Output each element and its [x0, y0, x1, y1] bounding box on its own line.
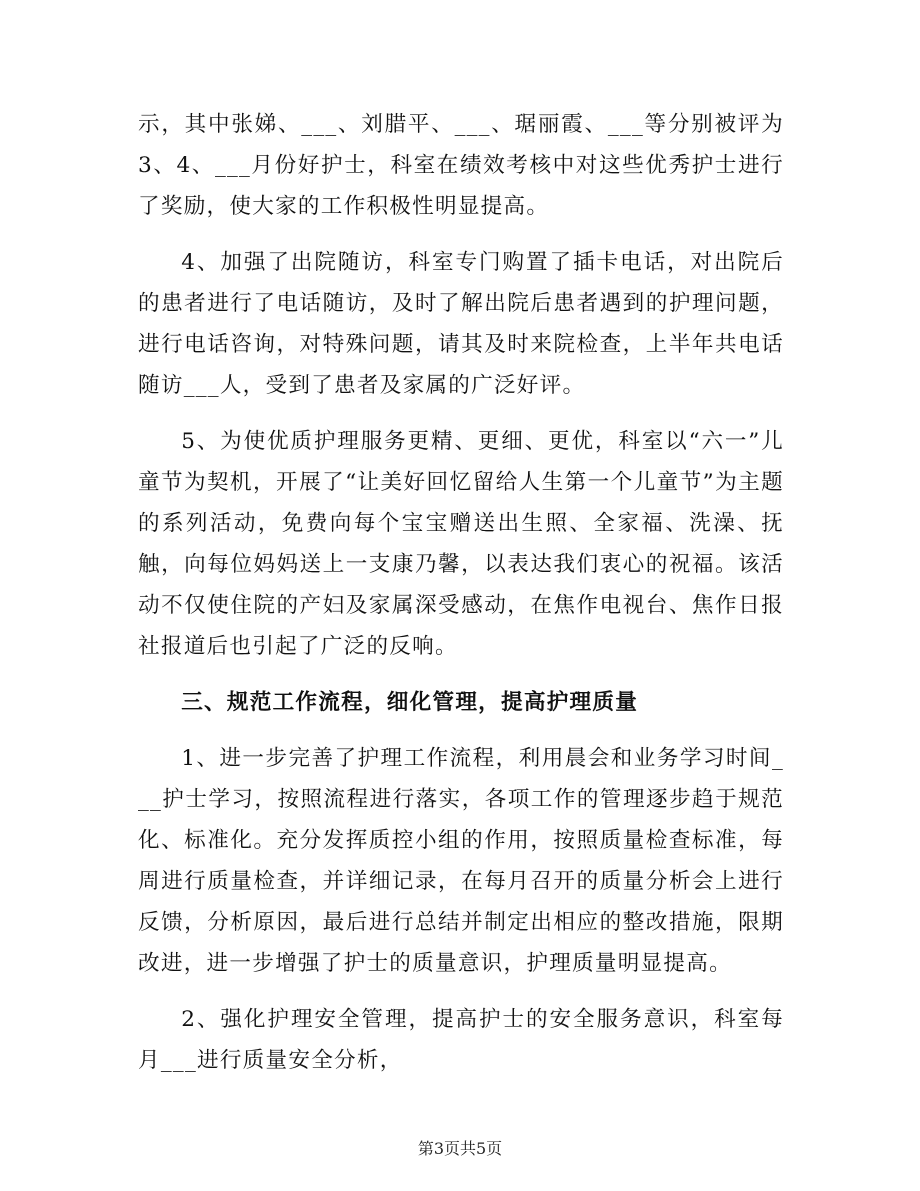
document-body [138, 104, 784, 1081]
paragraph-item-5: 5、为使优质护理服务更精、更细、更优，科室以“六一”儿童节为契机，开展了“让美好回忆留给人生第一个儿童节”为主题的系列活动，免费向每个宝宝赠送出生照、全家福、洗澡、抚触，向每位妈妈送上一支康乃馨，以表达我们衷心的祝福。该活动不仅使住院的产妇及家属深受感动，在焦作电视台、焦作日报社报道后也引起了广泛的反响。 [138, 429, 784, 659]
paragraph-section3-item-1: 1、进一步完善了护理工作流程，利用晨会和业务学习时间___护士学习，按照流程进行落实，各项工作的管理逐步趋于规范化、标准化。充分发挥质控小组的作用，按照质量检查标准，每周进行质量检查，并详细记录，在每月召开的质量分析会上进行反馈，分析原因，最后进行总结并制定出相应的整改措施，限期改进，进一步增强了护士的质量意识，护理质量明显提高。 [138, 746, 784, 976]
section-heading-3: 三、规范工作流程，细化管理，提高护理质量 [181, 690, 639, 715]
paragraph-item-4: 4、加强了出院随访，科室专门购置了插卡电话，对出院后的患者进行了电话随访，及时了解出院后患者遇到的护理问题，进行电话咨询，对特殊问题，请其及时来院检查，上半年共电话随访___人，受到了患者及家属的广泛好评。 [138, 250, 784, 398]
page-number-footer: 第3页共5页 [417, 1139, 503, 1158]
paragraph-continuation: 示，其中张娣、___、刘腊平、___、琚丽霞、___等分别被评为3、4、___月份好护士，科室在绩效考核中对这些优秀护士进行了奖励，使大家的工作积极性明显提高。 [138, 112, 784, 219]
paragraph-section3-item-2: 2、强化护理安全管理，提高护士的安全服务意识，科室每月___进行质量安全分析， [138, 1007, 784, 1073]
